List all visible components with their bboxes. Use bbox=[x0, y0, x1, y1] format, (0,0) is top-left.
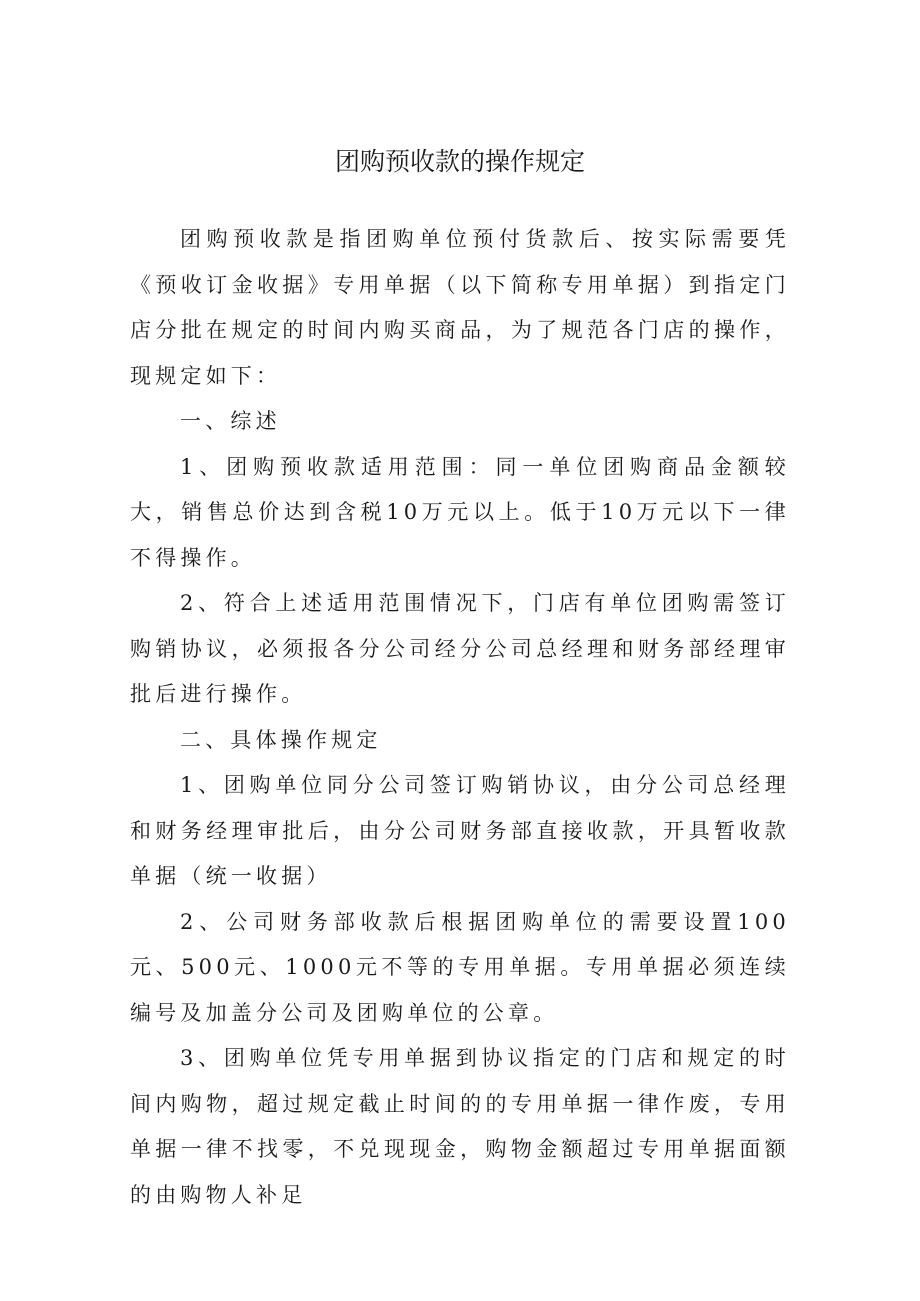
section-heading-overview: 一、综述 bbox=[180, 409, 281, 433]
overview-item-1: 1、团购预收款适用范围：同一单位团购商品金额较大，销售总价达到含税10万元以上。低于10万元以下一律不得操作。 bbox=[130, 454, 790, 570]
intro-paragraph: 团购预收款是指团购单位预付货款后、按实际需要凭《预收订金收据》专用单据（以下简称专用单据）到指定门店分批在规定的时间内购买商品，为了规范各门店的操作，现规定如下： bbox=[130, 227, 790, 388]
rules-item-3: 3、团购单位凭专用单据到协议指定的门店和规定的时间内购物，超过规定截止时间的的专用单据一律作废，专用单据一律不找零，不兑现现金，购物金额超过专用单据面额的由购物人补足 bbox=[130, 1046, 790, 1207]
rules-item-2: 2、公司财务部收款后根据团购单位的需要设置100元、500元、1000元不等的专用单据。专用单据必须连续编号及加盖分公司及团购单位的公章。 bbox=[130, 909, 790, 1025]
document-title: 团购预收款的操作规定 bbox=[334, 147, 585, 176]
document-body bbox=[130, 217, 790, 1218]
overview-item-2: 2、符合上述适用范围情况下，门店有单位团购需签订购销协议，必须报各分公司经分公司总经理和财务部经理审批后进行操作。 bbox=[130, 591, 790, 706]
rules-item-1: 1、团购单位同分公司签订购销协议，由分公司总经理和财务经理审批后，由分公司财务部直接收款，开具暂收款单据（统一收据） bbox=[130, 773, 790, 888]
section-heading-rules: 二、具体操作规定 bbox=[180, 727, 382, 752]
